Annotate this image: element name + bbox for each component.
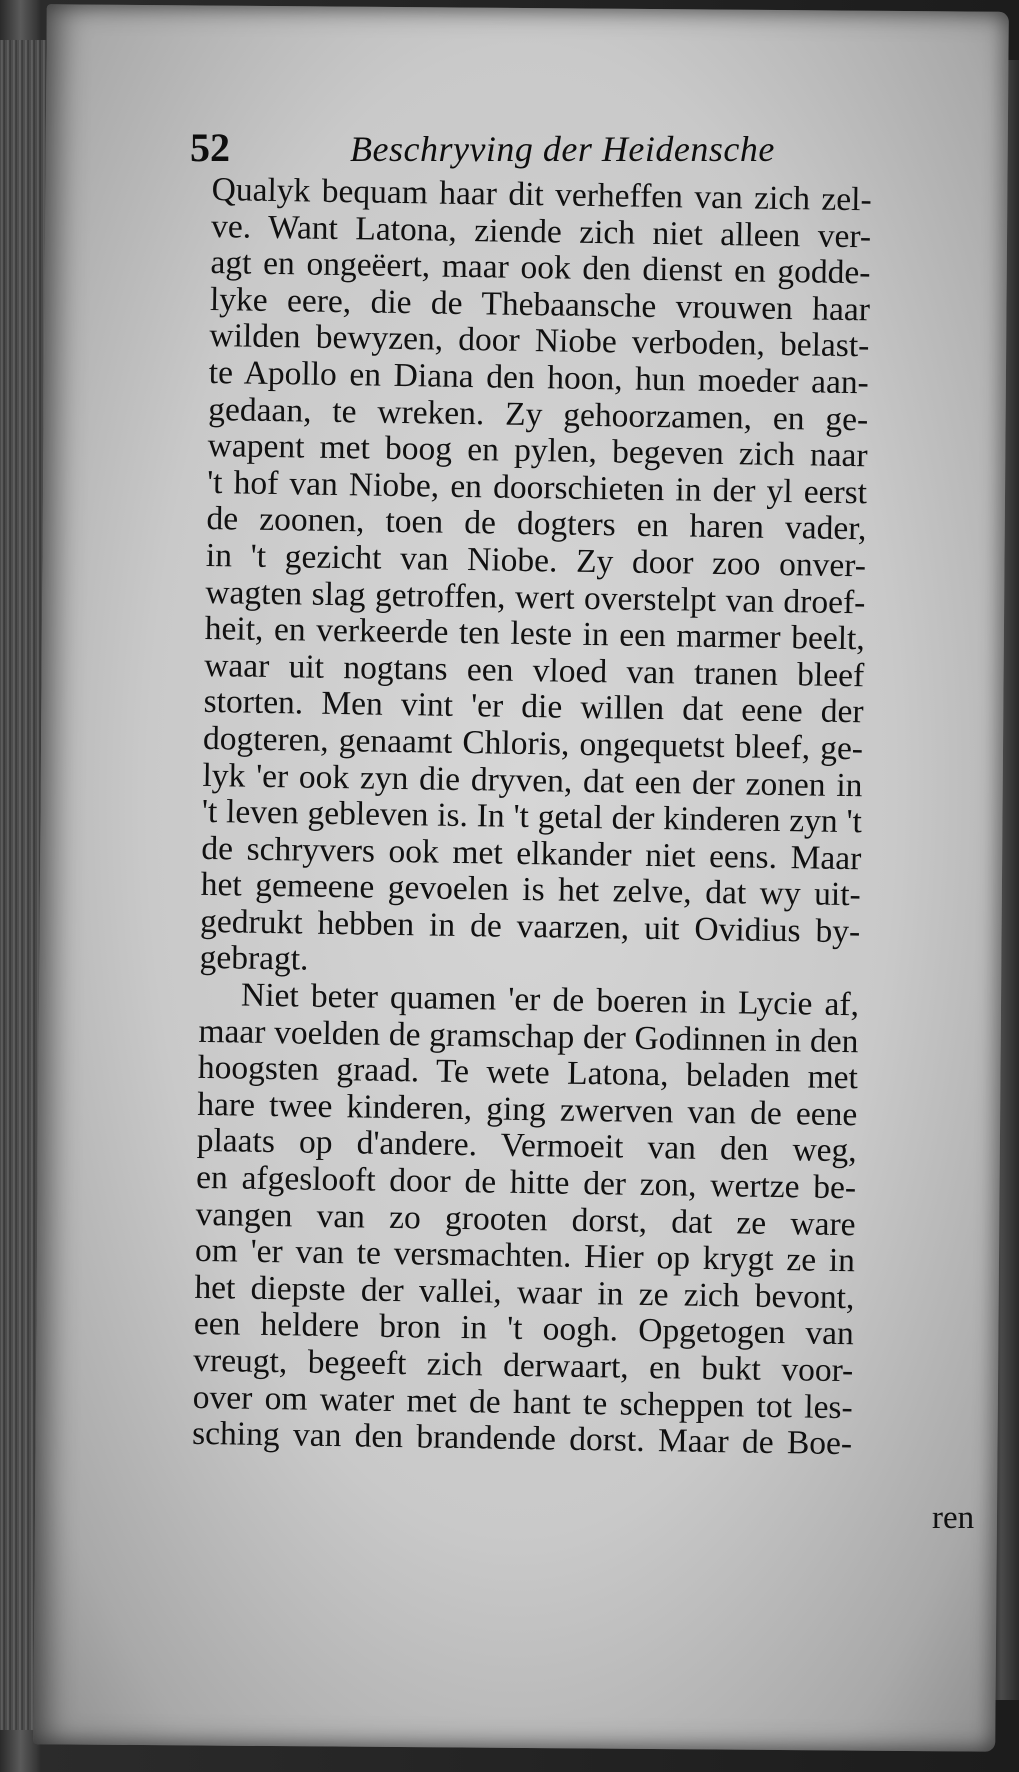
text-line: de schryvers ook met elkander niet eens. Maar <box>201 829 862 877</box>
paragraph-end-line: gebragt. <box>199 939 309 979</box>
paragraph-start-line: Niet beter quamen 'er de boeren in Lycie af, <box>240 976 860 1024</box>
text-line: wagten slag getroffen, wert overstelpt van droef- <box>205 573 866 621</box>
text-line: en afgeslooft door de hitte der zon, wertze be- <box>195 1158 857 1207</box>
text-line: hoogsten graad. Te wete Latona, beladen met <box>197 1049 859 1097</box>
catchword: ren <box>932 1500 975 1536</box>
text-line: dogteren, genaamt Chloris, ongequetst bleef, ge- <box>202 719 864 768</box>
page-number: 52 <box>190 125 230 170</box>
text-line: gedaan, te wreken. Zy gehoorzamen, en ge- <box>207 390 869 438</box>
header-title: Beschryving der Heidensche <box>350 129 775 169</box>
text-line: het gemeene gevoelen is het zelve, dat wy uit- <box>200 866 862 914</box>
text-line: om 'er van te versmachten. Hier op krygt ze in <box>194 1232 856 1280</box>
text-line: de zoonen, toen de dogters en haren vader, <box>206 500 867 548</box>
text-line: over om water met de hant te scheppen tot les- <box>192 1378 853 1426</box>
text-line: 't leven gebleven is. In 't getal der kinderen zyn 't <box>201 793 863 841</box>
text-line: heit, en verkeerde ten leste in een marmer beelt, <box>204 610 866 658</box>
text-line: Qualyk bequam haar dit verheffen van zich zel- <box>211 171 872 219</box>
running-head <box>190 118 850 178</box>
text-line: wapent met boog en pylen, begeven zich naar <box>207 427 868 475</box>
text-line: gedrukt hebben in de vaarzen, uit Ovidius by- <box>199 902 861 951</box>
text-line: vangen van zo grooten dorst, dat ze ware <box>195 1195 856 1243</box>
text-line: storten. Men vint 'er die willen dat eene der <box>203 683 864 731</box>
text-line: hare twee kinderen, ging zwerven van de eene <box>197 1085 858 1134</box>
text-line: lyk 'er ook zyn die dryven, dat een der zonen in <box>202 756 863 804</box>
text-line: maar voelden de gramschap der Godinnen in den <box>198 1012 859 1060</box>
text-line: plaats op d'andere. Vermoeit van den weg, <box>196 1122 857 1170</box>
text-line: sching van den brandende dorst. Maar de Boe- <box>191 1415 853 1463</box>
text-line: te Apollo en Diana den hoon, hun moeder aan- <box>208 353 870 402</box>
text-line: ve. Want Latona, ziende zich niet alleen ver- <box>210 207 872 255</box>
body-text <box>192 172 872 1463</box>
text-line: 't hof van Niobe, en doorschieten in der yl eerst <box>206 463 868 512</box>
text-line: lyke eere, die de Thebaansche vrouwen haar <box>209 280 871 329</box>
text-line: in 't gezicht van Niobe. Zy door zoo onver- <box>205 536 867 585</box>
text-line: vreugt, begeeft zich derwaart, en bukt voor- <box>193 1341 854 1390</box>
text-line: waar uit nogtans een vloed van tranen bleef <box>203 646 865 695</box>
text-line: wilden bewyzen, door Niobe verboden, belast- <box>209 317 870 365</box>
text-line: agt en ongeëert, maar ook den dienst en godde- <box>210 244 871 292</box>
text-line: een heldere bron in 't oogh. Opgetogen van <box>193 1305 855 1353</box>
text-line: het diepste der vallei, waar in ze zich bevont, <box>194 1268 855 1317</box>
